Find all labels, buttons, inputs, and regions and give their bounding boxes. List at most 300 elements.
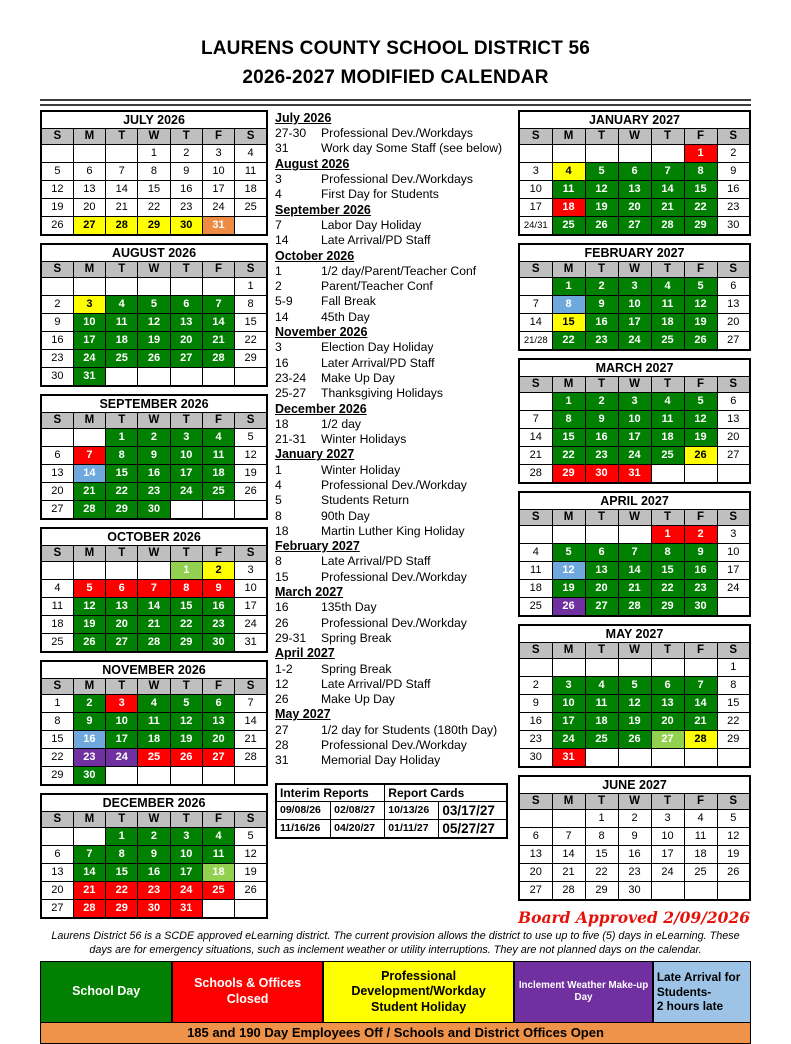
day-cell: 5	[138, 295, 170, 313]
day-cell: 12	[552, 561, 585, 579]
weekday-header: M	[552, 642, 585, 658]
day-cell: 1	[717, 658, 750, 676]
event-day: 21-31	[275, 432, 307, 447]
day-cell	[41, 428, 73, 446]
legend-orange-bar: 185 and 190 Day Employees Off / Schools and District Offices Open	[40, 1023, 751, 1044]
day-cell: 8	[552, 410, 585, 428]
event-day: 16	[275, 600, 289, 615]
day-cell	[106, 277, 138, 295]
event-row	[275, 631, 515, 646]
day-cell	[106, 367, 138, 386]
event-label: 135th Day	[321, 600, 377, 615]
day-cell: 17	[519, 198, 552, 216]
calendar-february-2027	[518, 243, 751, 351]
month-title: APRIL 2027	[519, 492, 750, 510]
day-cell: 3	[618, 392, 651, 410]
day-cell: 29	[41, 766, 73, 785]
day-cell	[170, 367, 202, 386]
weekday-header: T	[585, 261, 618, 277]
day-cell: 15	[585, 845, 618, 863]
weekday-header: M	[552, 509, 585, 525]
weekday-header: S	[235, 545, 267, 561]
event-month-heading: March 2027	[275, 585, 344, 600]
day-cell	[552, 144, 585, 162]
day-cell	[519, 144, 552, 162]
day-cell: 2	[585, 392, 618, 410]
day-cell: 23	[585, 331, 618, 350]
day-cell: 10	[717, 543, 750, 561]
day-cell: 19	[585, 198, 618, 216]
day-cell: 16	[585, 428, 618, 446]
day-cell: 4	[202, 428, 234, 446]
day-cell: 23	[717, 198, 750, 216]
weekday-header: T	[585, 128, 618, 144]
day-cell: 2	[618, 809, 651, 827]
event-label: Professional Dev./Workday	[321, 569, 467, 584]
legend-late-arrival-for-students	[653, 961, 751, 1023]
event-day: 28	[275, 738, 289, 753]
weekday-header: M	[552, 376, 585, 392]
day-cell: 29	[717, 730, 750, 748]
event-month-heading: April 2027	[275, 646, 335, 661]
day-cell: 28	[73, 899, 105, 918]
weekday-header: F	[684, 509, 717, 525]
event-day: 18	[275, 416, 289, 431]
event-label: Election Day Holiday	[321, 340, 434, 355]
weekday-header: T	[651, 261, 684, 277]
day-cell	[519, 277, 552, 295]
day-cell: 31	[235, 633, 267, 652]
weekday-header: F	[202, 545, 234, 561]
page-title-line2: 2026-2027 MODIFIED CALENDAR	[242, 67, 549, 89]
legend-professional-development-workday	[323, 961, 514, 1023]
weekday-header: W	[138, 412, 170, 428]
day-cell: 5	[552, 543, 585, 561]
day-cell	[138, 561, 170, 579]
day-cell	[202, 500, 234, 519]
event-row	[275, 463, 515, 478]
day-cell: 23	[73, 748, 105, 766]
day-cell: 11	[235, 162, 267, 180]
day-cell: 12	[684, 410, 717, 428]
reports-table	[275, 783, 508, 839]
day-cell: 10	[519, 180, 552, 198]
legend-label-line: Professional	[381, 968, 457, 983]
day-cell: 30	[138, 899, 170, 918]
day-cell: 25	[202, 881, 234, 899]
weekday-header: F	[684, 128, 717, 144]
event-day: 26	[275, 692, 289, 707]
event-label: Late Arrival/PD Staff	[321, 233, 431, 248]
event-day: 16	[275, 355, 289, 370]
event-row	[275, 677, 515, 692]
day-cell: 17	[618, 428, 651, 446]
weekday-header: W	[138, 545, 170, 561]
day-cell: 2	[519, 676, 552, 694]
event-day: 14	[275, 233, 289, 248]
day-cell: 29	[106, 500, 138, 519]
event-label: Martin Luther King Holiday	[321, 523, 465, 538]
weekday-header: S	[717, 128, 750, 144]
day-cell: 4	[651, 277, 684, 295]
weekday-header: F	[684, 376, 717, 392]
event-row	[275, 279, 515, 294]
weekday-header: S	[41, 678, 73, 694]
day-cell: 12	[618, 694, 651, 712]
day-cell: 20	[170, 331, 202, 349]
day-cell: 10	[618, 410, 651, 428]
event-row	[275, 524, 515, 539]
event-label: Work day Some Staff (see below)	[321, 141, 503, 156]
event-day: 26	[275, 615, 289, 630]
elearning-disclaimer: Laurens District 56 is a SCDE approved eLearning district. The current provision allows the district to use up to five (5) days in eLearning. These days are for emergency situations, such as inclement weather or utility interruptions. They are not planned days on the calendar.	[51, 929, 740, 956]
calendar-october-2026	[40, 527, 268, 653]
event-month-heading: December 2026	[275, 401, 367, 416]
day-cell: 18	[552, 198, 585, 216]
weekday-header: T	[651, 128, 684, 144]
day-cell: 19	[235, 464, 267, 482]
day-cell: 13	[519, 845, 552, 863]
event-label: Professional Dev./Workday	[321, 615, 467, 630]
day-cell: 6	[717, 392, 750, 410]
event-row	[275, 509, 515, 524]
day-cell: 12	[41, 180, 73, 198]
day-cell: 2	[170, 144, 202, 162]
day-cell: 10	[170, 446, 202, 464]
event-row	[275, 600, 515, 615]
interim-reports-header: Interim Reports	[276, 784, 385, 802]
day-cell: 22	[552, 446, 585, 464]
day-cell: 3	[717, 525, 750, 543]
day-cell: 25	[106, 349, 138, 367]
day-cell	[585, 748, 618, 767]
weekday-header: S	[41, 261, 73, 277]
day-cell	[519, 392, 552, 410]
day-cell: 30	[519, 748, 552, 767]
day-cell: 12	[138, 313, 170, 331]
day-cell: 15	[235, 313, 267, 331]
day-cell: 21	[651, 198, 684, 216]
day-cell: 12	[684, 295, 717, 313]
day-cell: 29	[651, 597, 684, 616]
event-day: 23-24	[275, 370, 307, 385]
day-cell: 7	[552, 827, 585, 845]
day-cell	[73, 561, 105, 579]
day-cell: 27	[717, 331, 750, 350]
day-cell: 23	[41, 349, 73, 367]
event-month-heading: August 2026	[275, 156, 350, 171]
day-cell: 9	[170, 162, 202, 180]
day-cell: 24	[170, 881, 202, 899]
calendar-november-2026	[40, 660, 268, 786]
event-month-heading: October 2026	[275, 248, 355, 263]
day-cell: 28	[235, 748, 267, 766]
weekday-header: T	[106, 811, 138, 827]
day-cell	[170, 766, 202, 785]
weekday-header: F	[202, 811, 234, 827]
weekday-header: T	[651, 509, 684, 525]
day-cell: 21	[552, 863, 585, 881]
day-cell	[202, 277, 234, 295]
day-cell: 17	[170, 464, 202, 482]
month-title: MARCH 2027	[519, 359, 750, 377]
day-cell: 4	[138, 694, 170, 712]
day-cell: 21	[519, 446, 552, 464]
day-cell: 5	[41, 162, 73, 180]
report-date-cell: 01/11/27	[385, 819, 439, 838]
event-month-heading: September 2026	[275, 202, 371, 217]
calendar-may-2027	[518, 624, 751, 768]
weekday-header: S	[235, 412, 267, 428]
weekday-header: S	[41, 412, 73, 428]
day-cell: 13	[717, 295, 750, 313]
day-cell: 27	[170, 349, 202, 367]
day-cell: 29	[170, 633, 202, 652]
day-cell: 28	[519, 464, 552, 483]
day-cell: 7	[73, 845, 105, 863]
event-label: Professional Dev./Workday	[321, 738, 467, 753]
day-cell: 16	[717, 180, 750, 198]
day-cell: 26	[235, 881, 267, 899]
legend-label-line: Inclement Weather Make-up	[518, 979, 649, 991]
day-cell: 12	[73, 597, 105, 615]
day-cell: 22	[106, 482, 138, 500]
day-cell: 29	[138, 216, 170, 235]
event-row	[275, 141, 515, 156]
event-label: Professional Dev./Workdays	[321, 172, 473, 187]
day-cell: 26	[41, 216, 73, 235]
day-cell: 10	[202, 162, 234, 180]
weekday-header: S	[519, 261, 552, 277]
event-row	[275, 417, 515, 432]
day-cell	[73, 144, 105, 162]
day-cell: 14	[552, 845, 585, 863]
report-date-cell: 05/27/27	[439, 819, 507, 838]
weekday-header: M	[552, 128, 585, 144]
event-month-heading: February 2027	[275, 539, 360, 554]
month-title: SEPTEMBER 2026	[41, 395, 267, 413]
day-cell: 24/31	[519, 216, 552, 235]
event-row	[275, 187, 515, 202]
day-cell: 13	[585, 561, 618, 579]
day-cell	[235, 500, 267, 519]
day-cell: 28	[552, 881, 585, 900]
event-label: Make Up Day	[321, 370, 395, 385]
day-cell: 18	[684, 845, 717, 863]
event-day: 5-9	[275, 294, 293, 309]
event-day: 7	[275, 217, 282, 232]
day-cell: 19	[73, 615, 105, 633]
day-cell: 14	[684, 694, 717, 712]
day-cell: 11	[519, 561, 552, 579]
weekday-header: T	[651, 642, 684, 658]
day-cell: 6	[41, 446, 73, 464]
event-row	[275, 570, 515, 585]
day-cell: 24	[552, 730, 585, 748]
weekday-header: M	[73, 678, 105, 694]
day-cell	[202, 367, 234, 386]
event-label: 1/2 day	[321, 416, 361, 431]
day-cell	[717, 748, 750, 767]
day-cell: 10	[235, 579, 267, 597]
day-cell: 17	[552, 712, 585, 730]
day-cell: 22	[585, 863, 618, 881]
weekday-header: F	[684, 793, 717, 809]
day-cell: 26	[170, 748, 202, 766]
event-row	[275, 554, 515, 569]
title-divider	[40, 99, 751, 106]
day-cell	[41, 277, 73, 295]
day-cell: 9	[202, 579, 234, 597]
event-row	[275, 616, 515, 631]
day-cell: 22	[235, 331, 267, 349]
day-cell: 8	[41, 712, 73, 730]
day-cell: 8	[106, 446, 138, 464]
day-cell: 2	[138, 428, 170, 446]
calendar-january-2027	[518, 110, 751, 236]
day-cell: 22	[41, 748, 73, 766]
day-cell: 26	[585, 216, 618, 235]
day-cell: 31	[202, 216, 234, 235]
day-cell: 21	[202, 331, 234, 349]
day-cell: 8	[138, 162, 170, 180]
day-cell: 16	[138, 863, 170, 881]
day-cell: 4	[519, 543, 552, 561]
day-cell: 11	[585, 694, 618, 712]
event-day: 18	[275, 523, 289, 538]
day-cell: 23	[138, 881, 170, 899]
legend-school-day	[40, 961, 172, 1023]
day-cell: 3	[170, 428, 202, 446]
day-cell: 22	[138, 198, 170, 216]
weekday-header: T	[170, 261, 202, 277]
day-cell	[684, 881, 717, 900]
weekday-header: T	[170, 678, 202, 694]
day-cell: 19	[684, 428, 717, 446]
weekday-header: W	[138, 128, 170, 144]
event-label: Memorial Day Holiday	[321, 753, 441, 768]
day-cell: 5	[235, 827, 267, 845]
day-cell: 20	[106, 615, 138, 633]
weekday-header: W	[618, 642, 651, 658]
day-cell: 4	[585, 676, 618, 694]
event-label: Late Arrival/PD Staff	[321, 554, 431, 569]
day-cell	[552, 525, 585, 543]
day-cell: 15	[651, 561, 684, 579]
day-cell: 25	[41, 633, 73, 652]
weekday-header: W	[618, 509, 651, 525]
day-cell: 15	[717, 694, 750, 712]
day-cell: 6	[170, 295, 202, 313]
weekday-header: M	[73, 811, 105, 827]
day-cell: 6	[717, 277, 750, 295]
events-column	[271, 110, 515, 927]
day-cell: 6	[202, 694, 234, 712]
calendar-september-2026	[40, 394, 268, 520]
event-day: 31	[275, 753, 289, 768]
event-label: 1/2 day/Parent/Teacher Conf	[321, 263, 477, 278]
day-cell: 15	[106, 863, 138, 881]
day-cell: 16	[170, 180, 202, 198]
day-cell: 9	[41, 313, 73, 331]
day-cell: 14	[202, 313, 234, 331]
day-cell: 5	[73, 579, 105, 597]
calendar-december-2026	[40, 793, 268, 919]
day-cell: 12	[170, 712, 202, 730]
event-row	[275, 172, 515, 187]
calendar-april-2027	[518, 491, 751, 617]
day-cell: 20	[202, 730, 234, 748]
day-cell: 30	[717, 216, 750, 235]
weekday-header: S	[519, 376, 552, 392]
event-label: Professional Dev./Workday	[321, 478, 467, 492]
day-cell: 28	[138, 633, 170, 652]
legend-label-line: Schools & Offices	[194, 976, 302, 991]
day-cell: 3	[73, 295, 105, 313]
day-cell: 18	[106, 331, 138, 349]
day-cell: 15	[684, 180, 717, 198]
event-row	[275, 662, 515, 677]
event-month-heading: July 2026	[275, 110, 332, 125]
weekday-header: S	[519, 509, 552, 525]
day-cell: 15	[106, 464, 138, 482]
day-cell: 14	[73, 863, 105, 881]
day-cell: 21/28	[519, 331, 552, 350]
day-cell: 1	[138, 144, 170, 162]
day-cell: 16	[202, 597, 234, 615]
day-cell: 23	[138, 482, 170, 500]
day-cell: 8	[106, 845, 138, 863]
day-cell: 9	[585, 295, 618, 313]
weekday-header: T	[585, 642, 618, 658]
event-day: 29-31	[275, 630, 307, 645]
day-cell: 27	[202, 748, 234, 766]
day-cell: 30	[41, 367, 73, 386]
day-cell: 12	[585, 180, 618, 198]
event-label: Make Up Day	[321, 692, 395, 707]
day-cell: 26	[73, 633, 105, 652]
day-cell: 4	[106, 295, 138, 313]
day-cell: 8	[170, 579, 202, 597]
weekday-header: S	[519, 128, 552, 144]
day-cell: 16	[684, 561, 717, 579]
day-cell: 21	[73, 881, 105, 899]
day-cell: 12	[235, 446, 267, 464]
day-cell: 13	[170, 313, 202, 331]
day-cell: 27	[717, 446, 750, 464]
day-cell: 7	[202, 295, 234, 313]
day-cell	[651, 748, 684, 767]
weekday-header: M	[552, 261, 585, 277]
weekday-header: S	[717, 261, 750, 277]
day-cell	[651, 658, 684, 676]
day-cell: 2	[138, 827, 170, 845]
event-label: Labor Day Holiday	[321, 217, 422, 232]
day-cell: 1	[651, 525, 684, 543]
day-cell: 9	[684, 543, 717, 561]
day-cell: 21	[684, 712, 717, 730]
day-cell	[651, 464, 684, 483]
day-cell: 25	[552, 216, 585, 235]
weekday-header: T	[170, 412, 202, 428]
month-title: JULY 2026	[41, 111, 267, 129]
day-cell: 11	[202, 845, 234, 863]
day-cell: 1	[106, 428, 138, 446]
day-cell: 9	[138, 446, 170, 464]
day-cell: 23	[202, 615, 234, 633]
event-label: Winter Holidays	[321, 432, 407, 447]
weekday-header: S	[41, 811, 73, 827]
